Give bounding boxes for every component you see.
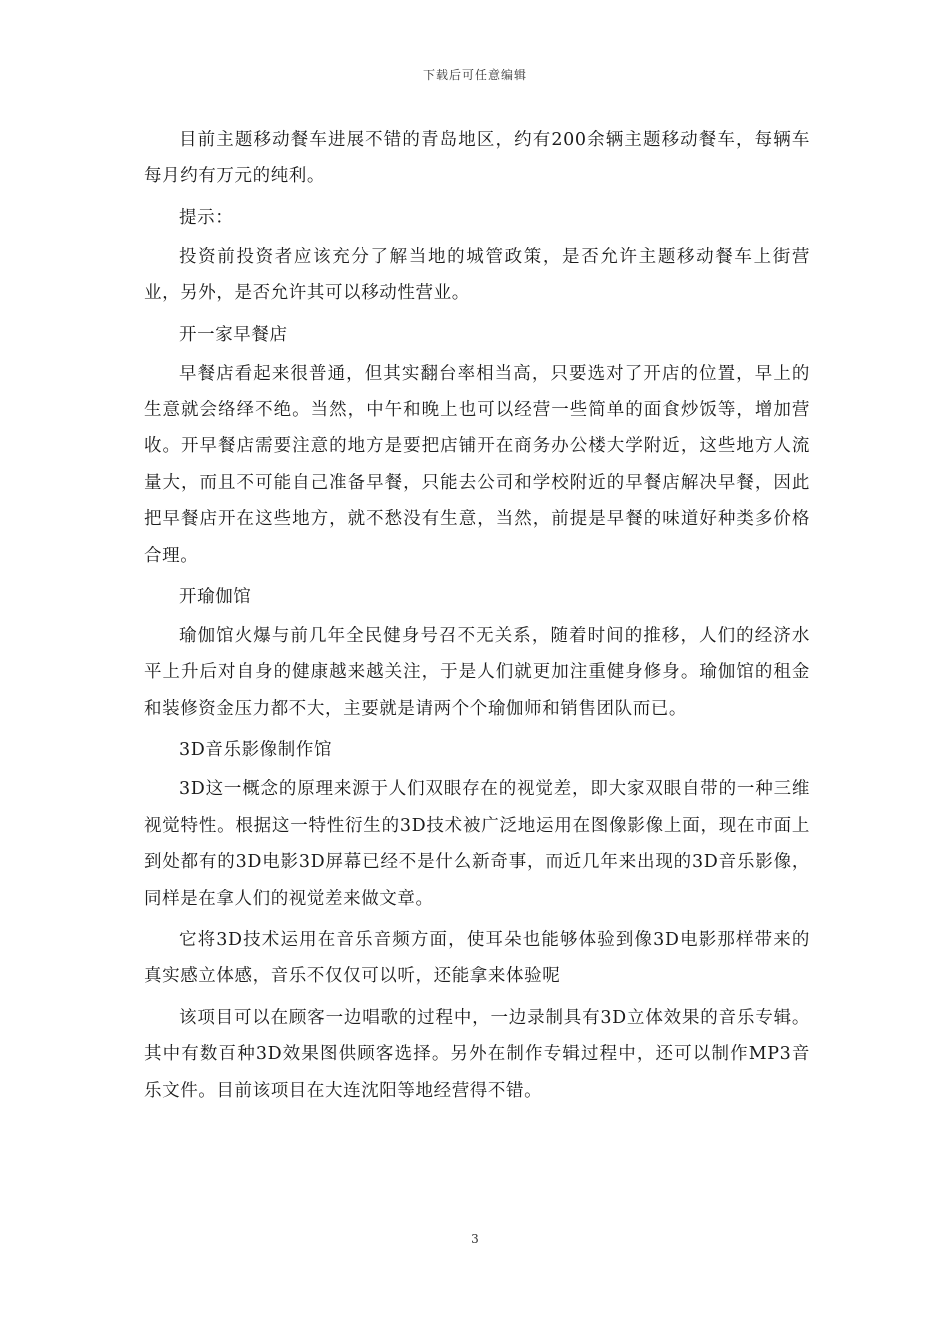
paragraph-city-policy: 投资前投资者应该充分了解当地的城管政策，是否允许主题移动餐车上街营业，另外，是否允许其可以移动性营业。 <box>144 246 810 304</box>
paragraph-3d-principle: 3D这一概念的原理来源于人们双眼存在的视觉差，即大家双眼自带的一种三维视觉特性。根据这一特性衍生的3D技术被广泛地运用在图像影像上面，现在市面上到处都有的3D电影3D屏幕已经不是什么新奇事，而近几年来出现的3D音乐影像，同样是在拿人们的视觉差来做文章。 <box>144 779 810 909</box>
paragraph-3d-audio: 它将3D技术运用在音乐音频方面，使耳朵也能够体验到像3D电影那样带来的真实感立体感，音乐不仅仅可以听，还能拿来体验呢 <box>144 929 810 987</box>
document-body <box>144 122 810 1114</box>
paragraph-yoga-studio: 瑜伽馆火爆与前几年全民健身号召不无关系，随着时间的推移，人们的经济水平上升后对自身的健康越来越关注，于是人们就更加注重健身修身。瑜伽馆的租金和装修资金压力都不大，主要就是请两个个瑜伽师和销售团队而已。 <box>144 626 810 719</box>
page-header: 下载后可任意编辑 <box>422 68 527 82</box>
paragraph-3d-album: 该项目可以在顾客一边唱歌的过程中，一边录制具有3D立体效果的音乐专辑。其中有数百种3D效果图供顾客选择。另外在制作专辑过程中，还可以制作MP3音乐文件。目前该项目在大连沈阳等地经营得不错。 <box>144 1007 810 1101</box>
heading-3d-music-studio: 3D音乐影像制作馆 <box>179 740 333 761</box>
heading-breakfast-shop: 开一家早餐店 <box>179 324 288 345</box>
page-number: 3 <box>471 1232 479 1246</box>
heading-yoga-studio: 开瑜伽馆 <box>179 587 252 608</box>
paragraph-qingdao-food-trucks: 目前主题移动餐车进展不错的青岛地区，约有200余辆主题移动餐车，每辆车每月约有万元的纯利。 <box>144 130 810 187</box>
heading-tip: 提示： <box>179 207 234 228</box>
paragraph-breakfast-shop: 早餐店看起来很普通，但其实翻台率相当高，只要选对了开店的位置，早上的生意就会络绎不绝。当然，中午和晚上也可以经营一些简单的面食炒饭等，增加营收。开早餐店需要注意的地方是要把店铺开在商务办公楼大学附近，这些地方人流量大，而且不可能自己准备早餐，只能去公司和学校附近的早餐店解决早餐，因此把早餐店开在这些地方，就不愁没有生意，当然，前提是早餐的味道好种类多价格合理。 <box>144 363 810 566</box>
